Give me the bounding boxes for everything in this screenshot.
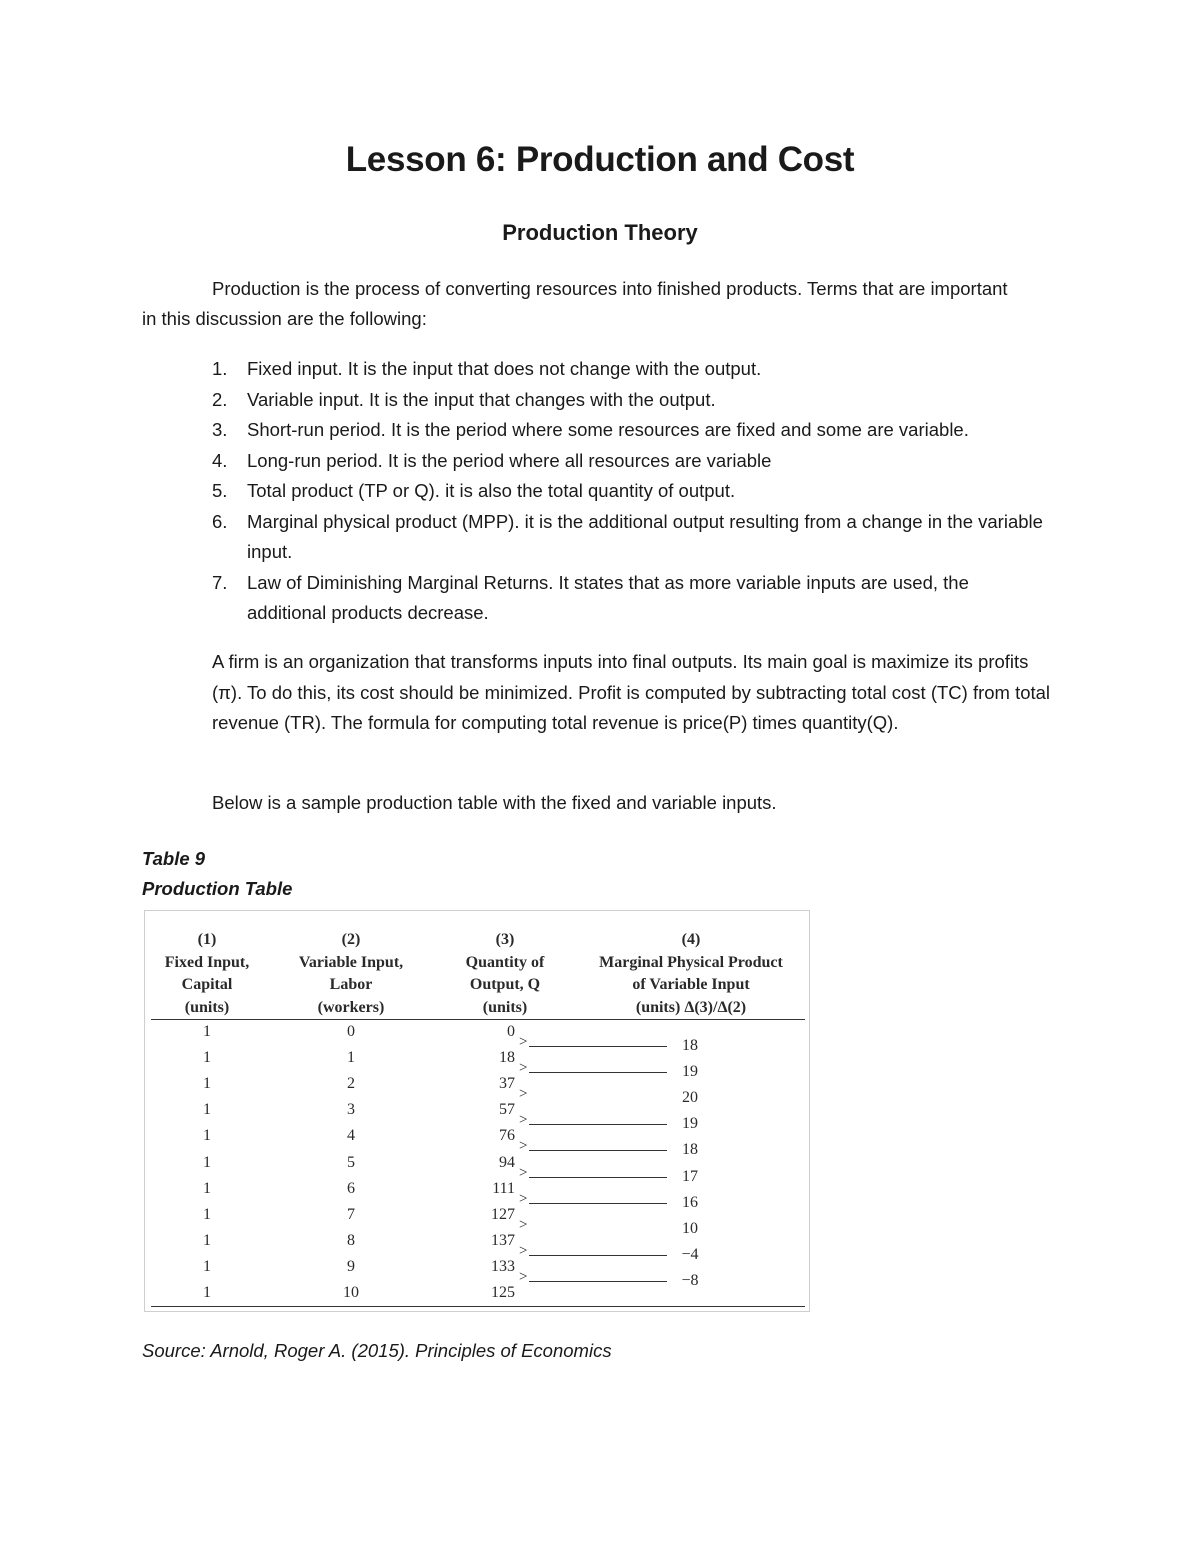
list-number: 3. [212, 419, 228, 440]
table-cell-mpp: 16 [682, 1193, 698, 1211]
table-cell-output: 111 [492, 1179, 515, 1197]
table-cell-labor: 8 [347, 1231, 355, 1249]
table-cell-output: 133 [491, 1257, 515, 1275]
table-cell-capital: 1 [203, 1101, 211, 1119]
table-cell-labor: 10 [343, 1284, 359, 1301]
table-cell-mpp: 19 [682, 1063, 698, 1081]
list-item [212, 446, 1052, 477]
table-cell-mpp: 20 [682, 1089, 698, 1107]
table-cell-mpp: 17 [682, 1167, 698, 1185]
table-cell-labor: 0 [347, 1023, 355, 1040]
list-text: Total product (TP or Q). it is also the total quantity of output. [247, 480, 736, 501]
firm-paragraph: A firm is an organization that transforms inputs into final outputs. Its main goal is maximize its profits (π). To do this, its cost should be minimized. Profit is computed by subtracting total cost (TC) from total revenue (TR). The formula for computing total revenue is price(P) times quantity(Q). [212, 651, 1051, 733]
table-cell-output: 127 [491, 1205, 515, 1223]
intro-paragraph: Production is the process of converting resources into finished products. Terms that are important in this discussion are the following: [142, 278, 1008, 329]
list-text: Law of Diminishing Marginal Returns. It states that as more variable inputs are used, the additional products decrease. [247, 571, 969, 623]
table-cell-output: 37 [499, 1075, 515, 1093]
table-cell-capital: 1 [203, 1205, 211, 1223]
mpp-connector-line [529, 1150, 667, 1151]
mpp-arrow-icon: > [519, 1112, 528, 1129]
mpp-arrow-icon: > [519, 1242, 528, 1259]
table-cell-output: 137 [491, 1231, 515, 1249]
mpp-arrow-icon: > [519, 1268, 528, 1285]
table-cell-output: 57 [499, 1101, 515, 1119]
mpp-arrow-icon: > [519, 1060, 528, 1077]
table-cell-output: 125 [491, 1284, 515, 1301]
mpp-connector-line [529, 1046, 667, 1047]
mpp-connector-line [529, 1281, 667, 1282]
table-cell-capital: 1 [203, 1049, 211, 1067]
source-citation: Source: Arnold, Roger A. (2015). Principles of Economics [142, 1340, 612, 1361]
mpp-arrow-icon: > [519, 1034, 528, 1051]
table-cell-capital: 1 [203, 1257, 211, 1275]
mpp-arrow-icon: > [519, 1190, 528, 1207]
mpp-connector-line [529, 1255, 667, 1256]
table-cell-labor: 9 [347, 1257, 355, 1275]
table-cell-output: 18 [499, 1049, 515, 1067]
list-number: 4. [212, 449, 228, 471]
mpp-arrow-icon: > [519, 1086, 528, 1103]
column-header-output: (3) Quantity of Output, Q (units) [465, 931, 545, 1016]
table-cell-labor: 2 [347, 1075, 355, 1093]
mpp-arrow-icon: > [519, 1216, 528, 1233]
column-header-labor: (2) Variable Input, Labor (workers) [298, 931, 404, 1016]
list-item [212, 476, 1052, 507]
table-intro-paragraph: Below is a sample production table with the fixed and variable inputs. [212, 792, 777, 813]
mpp-connector-line [529, 1203, 667, 1204]
table-cell-labor: 6 [347, 1179, 355, 1197]
table-cell-mpp: 19 [682, 1115, 698, 1133]
mpp-arrow-icon: > [519, 1138, 528, 1155]
table-caption-number: Table 9 [142, 848, 206, 869]
table-cell-capital: 1 [203, 1231, 211, 1249]
table-cell-labor: 3 [347, 1101, 355, 1119]
column-header-mpp: (4) Marginal Physical Product of Variable Input (units) Δ(3)/Δ(2) [599, 931, 783, 1016]
list-item [212, 507, 1052, 568]
column-header-capital: (1) Fixed Input, Capital (units) [164, 931, 250, 1016]
bottom-rule [151, 1306, 805, 1307]
production-table [144, 910, 810, 1312]
table-cell-labor: 4 [347, 1127, 355, 1145]
table-caption-title: Production Table [142, 878, 293, 899]
mpp-connector-line [529, 1072, 667, 1073]
list-number: 7. [212, 571, 228, 593]
list-number: 6. [212, 510, 228, 532]
header-rule [151, 1019, 805, 1020]
section-heading: Production Theory [502, 220, 698, 245]
table-cell-capital: 1 [203, 1153, 211, 1171]
table-cell-mpp: −4 [681, 1245, 699, 1263]
mpp-connector-line [529, 1177, 667, 1178]
table-cell-capital: 1 [203, 1127, 211, 1145]
list-number: 5. [212, 480, 228, 501]
table-cell-labor: 5 [347, 1153, 355, 1171]
mpp-arrow-icon: > [519, 1164, 528, 1181]
table-cell-mpp: 18 [682, 1037, 698, 1055]
table-cell-output: 94 [499, 1153, 515, 1171]
list-text: Fixed input. It is the input that does not change with the output. [247, 358, 762, 379]
definitions-list [212, 354, 1052, 629]
list-text: Long-run period. It is the period where all resources are variable [247, 449, 772, 471]
list-text: Variable input. It is the input that changes with the output. [247, 388, 716, 410]
table-cell-output: 0 [507, 1023, 515, 1040]
table-cell-capital: 1 [203, 1284, 211, 1301]
page-title: Lesson 6: Production and Cost [345, 140, 855, 179]
list-item [212, 354, 1052, 385]
list-item [212, 568, 1052, 629]
table-cell-mpp: 10 [682, 1219, 698, 1237]
table-cell-labor: 1 [347, 1049, 355, 1067]
list-number: 1. [212, 358, 228, 379]
table-cell-labor: 7 [347, 1205, 355, 1223]
table-cell-output: 76 [499, 1127, 515, 1145]
list-text: Short-run period. It is the period where some resources are fixed and some are variable. [247, 419, 969, 440]
list-item [212, 415, 1052, 446]
table-cell-capital: 1 [203, 1179, 211, 1197]
list-text: Marginal physical product (MPP). it is the additional output resulting from a change in the variable input. [247, 510, 1043, 562]
table-cell-capital: 1 [203, 1075, 211, 1093]
list-item [212, 385, 1052, 416]
table-cell-mpp: −8 [681, 1271, 699, 1289]
table-cell-mpp: 18 [682, 1141, 698, 1159]
list-number: 2. [212, 388, 228, 410]
mpp-connector-line [529, 1124, 667, 1125]
table-cell-capital: 1 [203, 1023, 211, 1040]
